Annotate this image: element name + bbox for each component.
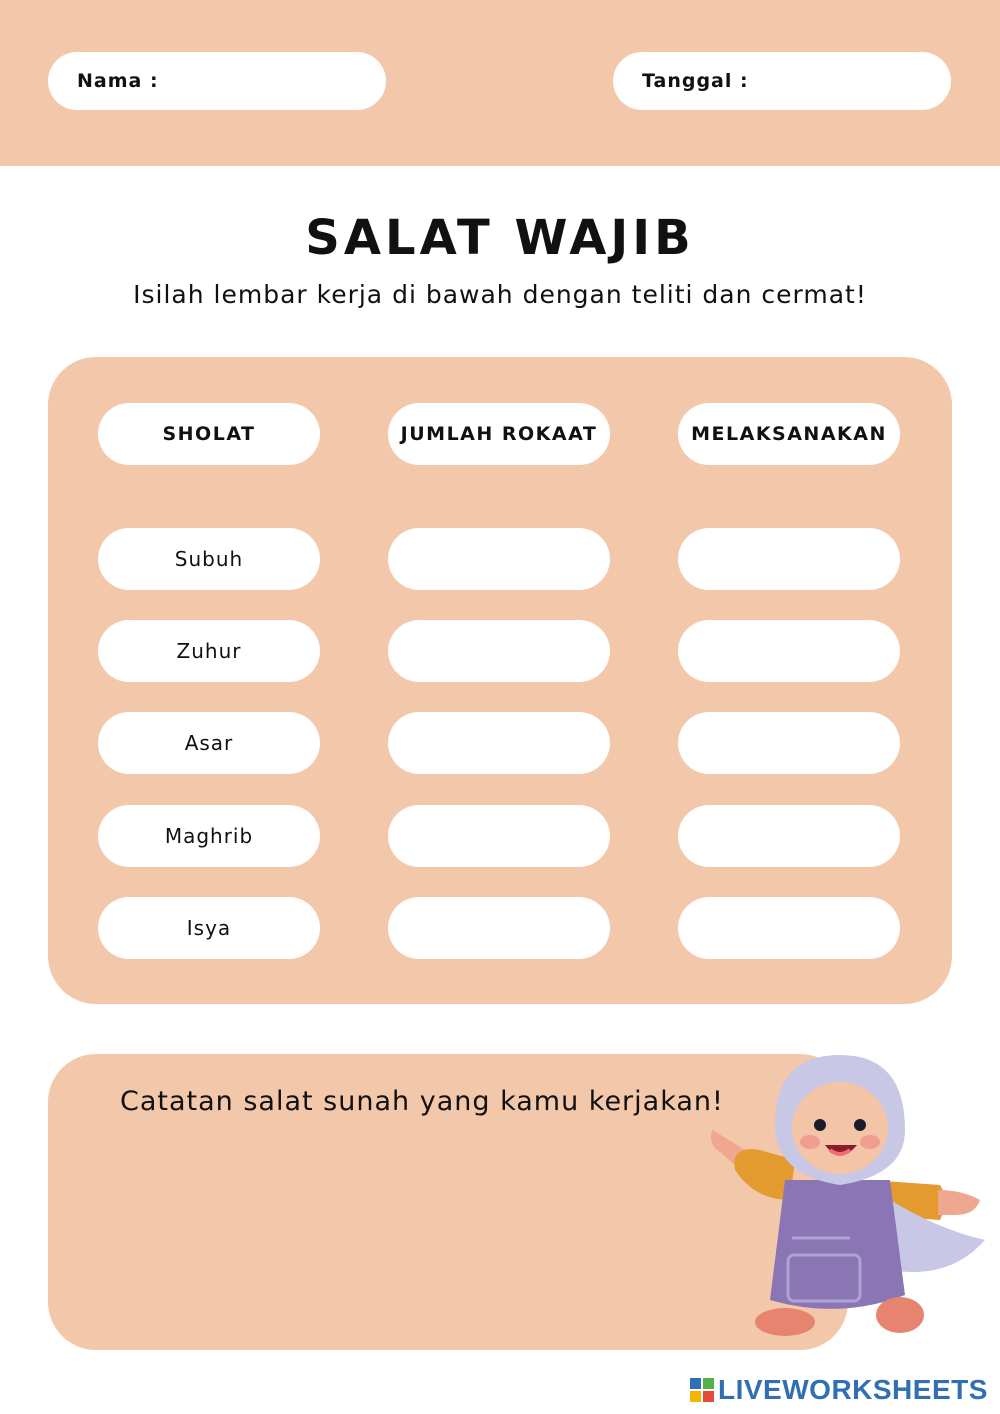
prayer-name-cell: Subuh [98,528,320,590]
performed-input[interactable] [678,712,900,774]
column-header-melaksanakan: MELAKSANAKAN [678,403,900,465]
prayer-name-cell: Asar [98,712,320,774]
column-header-sholat: SHOLAT [98,403,320,465]
performed-input[interactable] [678,620,900,682]
prayer-name-cell: Isya [98,897,320,959]
rakaat-input[interactable] [388,712,610,774]
name-label: Nama : [77,70,159,92]
prayer-name-cell: Zuhur [98,620,320,682]
rakaat-input[interactable] [388,805,610,867]
date-label: Tanggal : [642,70,749,92]
performed-input[interactable] [678,805,900,867]
brand-name: LIVEWORKSHEETS [718,1374,988,1405]
liveworksheets-logo [690,1374,988,1406]
date-field[interactable] [613,52,951,110]
name-field[interactable] [48,52,386,110]
date-input[interactable] [749,52,951,110]
liveworksheets-icon [690,1378,714,1402]
name-input[interactable] [159,52,386,110]
rakaat-input[interactable] [388,897,610,959]
performed-input[interactable] [678,528,900,590]
notes-label: Catatan salat sunah yang kamu kerjakan! [120,1086,724,1117]
rakaat-input[interactable] [388,528,610,590]
column-header-jumlah-rokaat: JUMLAH ROKAAT [388,403,610,465]
page-title: SALAT WAJIB [305,210,695,266]
page-subtitle: Isilah lembar kerja di bawah dengan teliti dan cermat! [133,280,867,309]
performed-input[interactable] [678,897,900,959]
girl-in-hijab-illustration [700,1050,990,1370]
prayer-name-cell: Maghrib [98,805,320,867]
rakaat-input[interactable] [388,620,610,682]
